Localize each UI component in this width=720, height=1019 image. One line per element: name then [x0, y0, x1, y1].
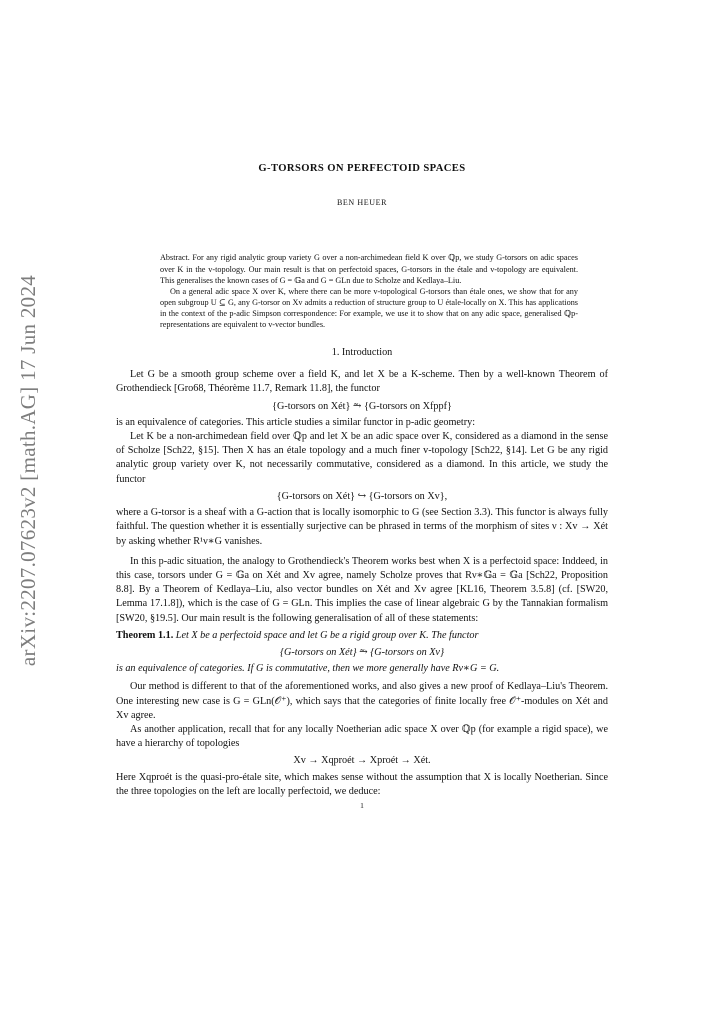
body-paragraph-3: Let K be a non-archimedean field over ℚp and let X be an adic space over K, considered as a diamond in the sense of Scholze [Sch22, §15]. Then X has an étale topology and a much finer v-topology [Sch22, §14]. Let G be any rigid analytic group variety over K, not necessarily commutative, considered as a diamond. In this article, we study the functor	[116, 431, 608, 485]
abstract-paragraph-1: Abstract. For any rigid analytic group variety G over a non-archimedean field K over ℚp, we study G-torsors on adic spaces over K in the v-topology. Our main result is that on perfectoid spaces, G-torsors in the étale and v-topology are equivalent. This generalises the known cases of G = 𝔾a and G = GLn due to Scholze and Kedlaya–Liu.	[160, 253, 578, 285]
body-text	[116, 368, 608, 799]
body-paragraph-7: As another application, recall that for any locally Noetherian adic space X over ℚp (for example a rigid space), we have a hierarchy of topologies	[116, 723, 608, 750]
arxiv-stamp	[2, 270, 56, 670]
body-paragraph-5: In this p-adic situation, the analogy to Grothendieck's Theorem works best when X is a perfectoid space: Inddeed, in this case, torsors under G = 𝔾a on Xét and Xv agree, namely Scholze proves that Rν∗𝔾a = 𝔾a [Sch22, Proposition 8.8]. By a Theorem of Kedlaya–Liu, also vector bundles on Xét and Xv agree [KL16, Theorem 3.5.8] (cf. [SW20, Lemma 17.1.8]), which is the case of G = GLn. This implies the case of linear algebraic G by the Tannakian formalism [SW20, §19.5]. Our main result is the following generalisation of all of these statements:	[116, 555, 608, 624]
body-paragraph-2: is an equivalence of categories. This article studies a similar functor in p-adic geometry:	[116, 416, 476, 428]
page-number: 1	[360, 800, 364, 810]
body-paragraph-8: Here Xqproét is the quasi-pro-étale site, which makes sense without the assumption that X is locally Noetherian. Since the three topologies on the left are locally perfectoid, we deduce:	[116, 771, 608, 797]
display-equation-4: Xv → Xqproét → Xproét → Xét.	[293, 755, 431, 767]
body-paragraph-6: Our method is different to that of the aforementioned works, and also gives a new proof of Kedlaya–Liu's Theorem. One interesting new case is G = GLn(𝒪⁺), which says that the categories of finite locally free 𝒪⁺-modules on Xét and Xv agree.	[116, 681, 608, 721]
display-equation-1: {G-torsors on Xét} ⥲ {G-torsors on Xfppf}	[272, 400, 452, 412]
body-paragraph-1: Let G be a smooth group scheme over a field K, and let X be a K-scheme. Then by a well-known Theorem of Grothendieck [Gro68, Théorème 11.7, Remark 11.8], the functor	[116, 369, 608, 395]
theorem-continuation: is an equivalence of categories. If G is commutative, then we more generally have Rν∗G = G.	[116, 663, 500, 675]
abstract	[160, 252, 578, 330]
theorem-label: Theorem 1.1.	[116, 629, 174, 641]
arxiv-identifier: arXiv:2207.07623v2 [math.AG] 17 Jun 2024	[16, 274, 41, 666]
body-paragraph-4: where a G-torsor is a sheaf with a G-action that is locally isomorphic to G (see Section 3.3). This functor is always fully faithful. The question whether it is essentially surjective can be phrased in terms of the morphism of sites ν : Xv → Xét by asking whether R¹ν∗G vanishes.	[116, 507, 608, 547]
paper-page	[116, 160, 608, 813]
theorem-statement: Let X be a perfectoid space and let G be a rigid group over K. The functor	[175, 629, 479, 641]
section-heading: 1. Introduction	[331, 347, 393, 359]
paper-author: BEN HEUER	[336, 198, 388, 208]
display-equation-2: {G-torsors on Xét} ↪ {G-torsors on Xv},	[276, 490, 448, 502]
abstract-paragraph-2: On a general adic space X over K, where there can be more v-topological G-torsors than étale ones, we show that for any open subgroup U ⊆ G, any G-torsor on Xv admits a reduction of structure group to U étale-locally on X. This has applications in the context of the p-adic Simpson correspondence: For example, we use it to show that on any adic space, generalised ℚp-representations are equivalent to v-vector bundles.	[160, 286, 578, 329]
paper-title: G-TORSORS ON PERFECTOID SPACES	[258, 163, 466, 174]
display-equation-3: {G-torsors on Xét} ⥲ {G-torsors on Xv}	[279, 646, 445, 658]
theorem-1-1	[116, 629, 608, 643]
